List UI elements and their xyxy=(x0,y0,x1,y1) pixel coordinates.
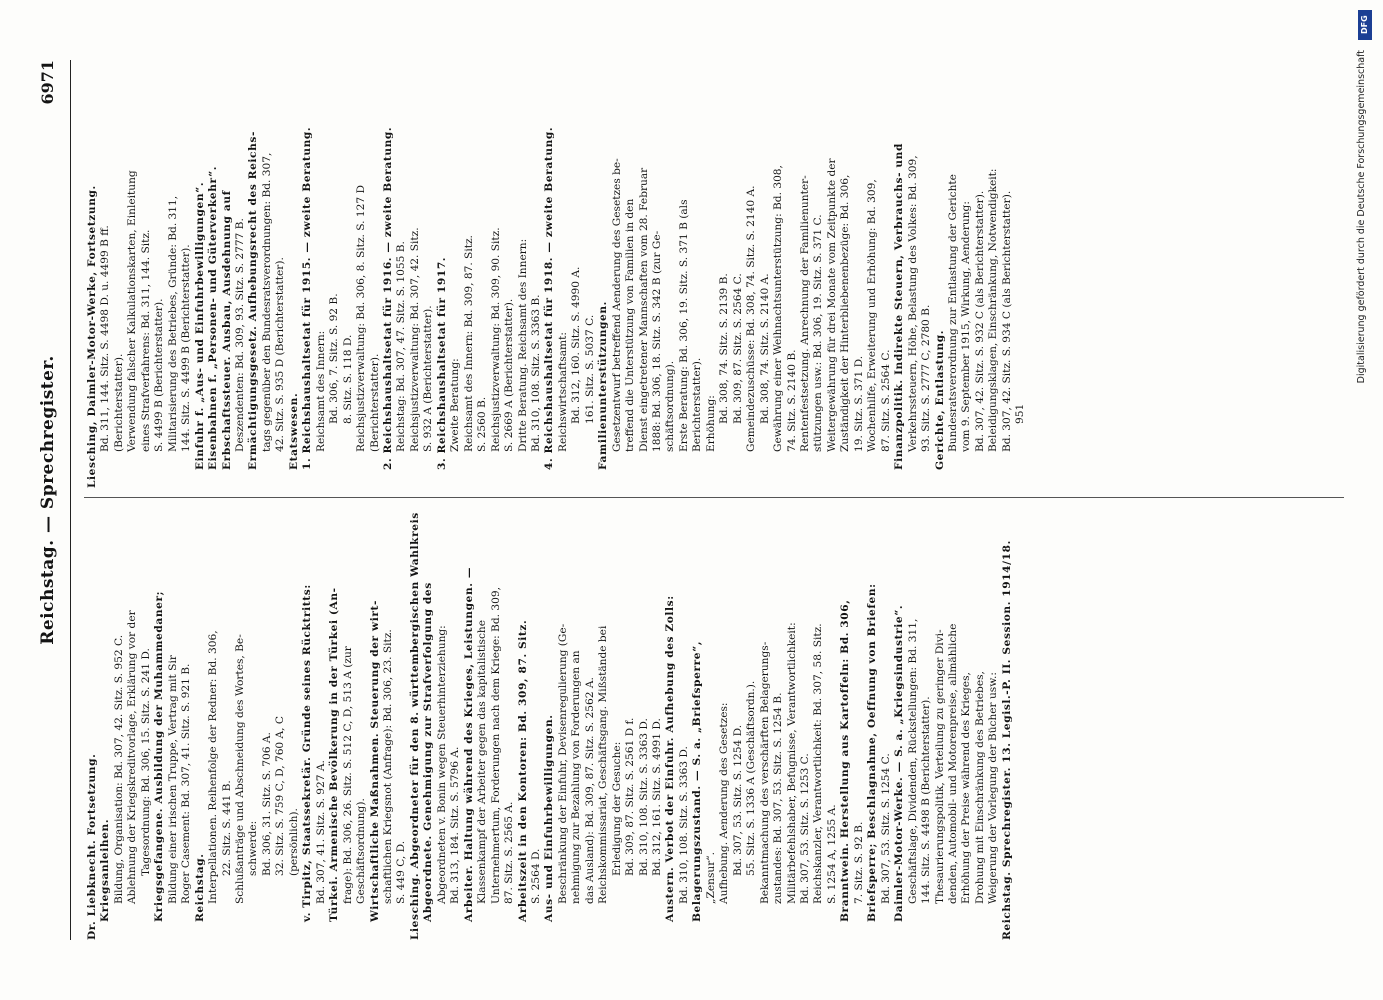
register-entry-line: S. 449 C, D. xyxy=(395,840,408,904)
register-entry-line: Tagesordnung: Bd. 306, 15. Sitz. S. 241 D. xyxy=(139,648,152,876)
dfg-logo: DFG xyxy=(1358,10,1372,40)
register-entry-line: Finanzpolitik. Indirekte Steuern, Verbrauchs- und xyxy=(893,143,906,470)
register-entry-line: Erhöhung: xyxy=(704,395,717,452)
register-entry-line: Reichskommissariat, Geschäftsgang. Mißstände bei xyxy=(597,625,610,904)
register-entry-line: Liesching. Abgeordneter für den 8. württembergischen Wahlkreis xyxy=(408,512,421,940)
register-entry-line: Thesaurierungspolitik, Verteilung zu geringer Divi- xyxy=(933,629,946,904)
register-entry-line: Bildung einer irischen Truppe, Vertrag mit Sir xyxy=(166,655,179,904)
register-entry-line: Bd. 310, 108. Sitz. S. 3363 D. xyxy=(677,746,690,904)
register-entry-line: Bd. 309, 87. Sitz. S. 2561 D f. xyxy=(624,717,637,876)
register-entry-line: Reichsamt des Innern: xyxy=(314,330,327,452)
register-entry-line: Kriegsgefangene. Ausbildung der Muhammedaner; xyxy=(153,590,166,922)
register-entry-line: 1. Reichshaushaltsetat für 1915. — zweite Beratung. xyxy=(301,126,314,470)
register-entry-line: denden, Automobil- und Motorenpreise, allmähliche xyxy=(947,623,959,904)
register-entry-line: vom 9. September 1915, Wirkung, Aenderung: xyxy=(960,201,973,452)
register-entry-line: Dienst eingetretener Mannschaften vom 28. Februar xyxy=(637,167,650,452)
register-entry-line: Gemeindezuschüsse: Bd. 308, 74. Sitz. S. 2140 A. xyxy=(745,185,758,452)
register-entry-line: schwerde: xyxy=(247,820,260,876)
register-entry-line: Interpellationen. Reihenfolge der Redner: Bd. 306, xyxy=(207,630,220,904)
register-entry-line: Reichsjustizverwaltung: Bd. 307, 42. Sitz. xyxy=(408,227,421,452)
register-entry-line: Bd. 308, 74. Sitz. S. 2140 A. xyxy=(758,273,771,424)
register-entry-line: „Zensur“. xyxy=(704,851,717,904)
register-entry-line: Reichskanzler, Verantwortlichkeit: Bd. 307, 58. Sitz. xyxy=(812,623,825,904)
register-entry-line: Liesching, Daimler-Motor-Werke, Fortsetzung. xyxy=(86,185,98,488)
register-entry-line: Arbeitszeit in den Kontoren: Bd. 309, 87. Sitz. xyxy=(516,619,529,922)
register-entry-line: Daimler-Motor-Werke. — S. a. „Kriegsindustrie“. xyxy=(893,604,906,922)
register-entry-line: Austern. Verbot der Einfuhr. Aufhebung des Zolls: xyxy=(664,595,677,922)
column-divider xyxy=(84,497,1344,498)
register-entry-line: 93. Sitz. S. 2777 C, 2780 B. xyxy=(920,304,933,452)
register-entry-line: 87. Sitz. S. 2564 C. xyxy=(879,349,892,452)
register-entry-line: Bd. 308, 74. Sitz. S. 2139 B. xyxy=(718,273,731,424)
register-entry-line: Bd. 312, 160. Sitz. S. 4990 A. xyxy=(570,266,583,424)
register-entry-line: Bd. 312, 161. Sitz. S. 4991 D. xyxy=(651,718,664,876)
register-entry-line: Gewährung einer Weihnachtsunterstützung: Bd. 308, xyxy=(772,165,785,452)
register-entry-line: S. 932 A (Berichterstatter). xyxy=(422,305,435,452)
register-entry-line: Klassenkampf der Arbeiter gegen das kapitalistische xyxy=(476,619,489,904)
register-entry-line: Zweite Beratung: xyxy=(449,358,462,452)
register-entry-line: 32. Sitz. S. 759 C, D, 760 A, C xyxy=(274,715,287,876)
register-entry-line: Belagerungszustand. — S. a. „Briefsperre“, xyxy=(691,640,704,922)
register-entry-line: Bd. 306, 31. Sitz. S. 706 A. xyxy=(260,732,273,876)
register-entry-line: Bd. 307, 42. Sitz. S. 932 C (als Berichterstatter). xyxy=(973,190,986,452)
register-entry-line: Erledigung der Gesuche: xyxy=(610,741,623,876)
register-entry-line: (Berichterstatter). xyxy=(112,353,125,452)
register-entry-line: 951 xyxy=(1014,403,1027,424)
register-entry-line: Aufhebung. Aenderung des Gesetzes: xyxy=(718,702,731,904)
register-entry-line: Bekanntmachung des verschärften Belagerungs- xyxy=(758,641,771,904)
register-entry-line: Bd. 311, 144. Sitz. S. 4498 D. u. 4499 B ff. xyxy=(99,225,112,452)
left-column xyxy=(86,508,1341,940)
register-entry-line: Reichsamt des Innern: Bd. 309, 87. Sitz. xyxy=(462,235,475,452)
register-entry-line: 74. Sitz. S. 2140 B. xyxy=(785,349,798,452)
register-entry-line: v. Tirpitz, Staatssekretär. Gründe seines Rücktritts: xyxy=(301,584,314,922)
register-entry-line: Wochenhilfe, Erweiterung und Erhöhung: Bd. 309, xyxy=(866,179,879,452)
register-entry-line: 161. Sitz. S. 5037 C. xyxy=(583,314,596,424)
register-entry-line: S. 2564 D. xyxy=(529,848,542,904)
register-entry-line: Wirtschaftliche Maßnahmen. Steuerung der wirt- xyxy=(368,599,381,922)
register-entry-line: Etatswesen. xyxy=(287,392,300,470)
register-entry-line: Reichsjustizverwaltung: Bd. 306, 8. Sitz. S. 127 D xyxy=(355,185,368,452)
register-entry-line: Bd. 307, 41. Sitz. S. 927 A. xyxy=(314,760,327,904)
register-entry-line: Bd. 307, 53. Sitz. S. 1253 C. xyxy=(799,753,812,904)
register-entry-line: Bd. 310, 108. Sitz. S. 3363 B. xyxy=(529,294,542,452)
register-entry-line: Arbeiter. Haltung während des Krieges, Leistungen. — xyxy=(462,566,475,922)
page-title: Reichstag. — Sprechregister. xyxy=(38,355,58,645)
register-entry-line: Rentenfestsetzung. Anrechnung der Familienunter- xyxy=(799,175,812,452)
register-entry-line: Reichstag. Sprechregister. 13. Legisl.-P. II. Session. 1914/18. xyxy=(1000,540,1013,940)
register-entry-line: Kriegsanleihen. xyxy=(99,818,112,922)
register-entry-line: 7. Sitz. S. 92 B. xyxy=(852,821,865,904)
register-entry-line: Drohung mit Einschränkung des Betriebes, xyxy=(973,671,986,904)
register-entry-line: Schlußanträge und Abschneidung des Wortes, Be- xyxy=(233,634,246,904)
register-entry-line: Erhöhung der Preise während des Krieges, xyxy=(960,672,973,904)
register-entry-line: 19. Sitz. S. 371 D. xyxy=(852,355,865,452)
register-entry-line: Verwendung falscher Kalkulationskarten, Einleitung xyxy=(126,170,139,452)
register-entry-line: Erste Beratung: Bd. 306, 19. Sitz. S. 371 B (als xyxy=(677,199,690,452)
register-entry-line: 42. Sitz. S. 935 D (Berichterstatter). xyxy=(274,257,287,452)
register-entry-line: Deszendenten: Bd. 309, 93. Sitz. S. 2777 B. xyxy=(233,218,246,452)
register-entry-line: S. 2560 B. xyxy=(476,396,489,452)
register-entry-line: Geschäftslage, Dividenden, Rückstellungen: Bd. 311, xyxy=(906,618,919,904)
register-entry-line: Gesetzentwurf betreffend Aenderung des Gesetzes be- xyxy=(610,158,623,452)
register-entry-line: Bd. 306, 7. Sitz. S. 92 B. xyxy=(328,293,341,424)
register-entry-line: Geschäftsordnung). xyxy=(355,798,368,904)
register-entry-line: S. 4499 B (Berichterstatter). xyxy=(153,298,166,452)
register-entry-line: 2. Reichshaushaltsetat für 1916. — zweite Beratung. xyxy=(381,126,394,470)
register-entry-line: Bd. 307, 53. Sitz. S. 1254 D. xyxy=(731,724,744,876)
register-entry-line: Reichswirtschaftsamt: xyxy=(556,332,569,452)
running-head xyxy=(36,60,71,940)
register-entry-line: das Ausland): Bd. 309, 87. Sitz. S. 2562 A. xyxy=(583,677,596,904)
register-entry-line: Ablehnung der Kriegskreditvorlage, Erklärung vor der xyxy=(126,610,139,904)
register-entry-line: Reichsjustizverwaltung: Bd. 309, 90. Sitz. xyxy=(489,227,502,452)
register-entry-line: Eisenbahnen f. „Personen- und Güterverkehr“. xyxy=(207,165,220,470)
register-entry-line: eines Strafverfahrens: Bd. 311, 144. Sitz. xyxy=(139,229,152,452)
register-entry-line: Bd. 310, 108. Sitz. S. 3363 D. xyxy=(637,718,650,876)
register-entry-line: Unternehmertum, Forderungen nach dem Kriege: Bd. 309, xyxy=(489,587,502,904)
register-entry-line: Abgeordnete. Genehmigung zur Strafverfolgung des xyxy=(422,582,435,922)
register-entry-line: zustandes: Bd. 307, 53. Sitz. S. 1254 B. xyxy=(772,692,785,904)
register-entry-line: (Berichterstatter). xyxy=(368,353,381,452)
funding-note-text: Digitalisierung gefördert durch die Deutsche Forschungsgemeinschaft xyxy=(1356,50,1367,384)
register-entry-line: Weigerung der Vorlegung der Bücher usw.: xyxy=(987,672,1000,904)
register-entry-line: Weitergewährung für drei Monate vom Zeitpunkte der xyxy=(825,158,838,452)
register-entry-line: tags gegenüber den Bundesratsverordnungen: Bd. 307, xyxy=(260,152,273,452)
register-entry-line: frage): Bd. 306, 26. Sitz. S. 512 C, D, 513 A (zur xyxy=(341,646,354,904)
register-entry-line: Aus- und Einfuhrbewilligungen. xyxy=(543,714,556,922)
register-entry-line: Briefsperre; Beschlagnahme, Oeffnung von Briefen: xyxy=(866,583,879,922)
register-entry-line: 8. Sitz. S. 118 D. xyxy=(341,334,354,424)
register-entry-line: Einfuhr f. „Aus- und Einfuhrbewilligungen“. xyxy=(193,181,206,470)
register-entry-line: schaftlichen Kriegsnot (Anfrage): Bd. 306, 23. Sitz. xyxy=(381,629,394,904)
register-entry-line: Roger Casement: Bd. 307, 41. Sitz. S. 921 B. xyxy=(180,663,193,904)
register-entry-line: 87. Sitz. S. 2565 A. xyxy=(503,801,516,904)
register-entry-line: Bd. 313, 184. Sitz. S. 5796 A. xyxy=(449,746,462,904)
register-entry-line: Familienunterstützungen. xyxy=(597,301,610,470)
register-entry-line: 144. Sitz. S. 4499 B (Berichterstatter). xyxy=(180,244,193,452)
register-entry-line: Bundesratsverordnung zur Entlastung der Gerichte xyxy=(947,174,959,452)
register-entry-line: S. 1254 A, 1255 A. xyxy=(825,804,838,904)
register-entry-line: S. 2669 A (Berichterstatter). xyxy=(503,298,516,452)
register-entry-line: Beschränkung der Einfuhr, Devisenregulierung (Ge- xyxy=(556,623,569,904)
register-entry-line: Militarisierung des Betriebes, Gründe: Bd. 311, xyxy=(166,195,179,452)
register-entry-line: 55. Sitz. S. 1336 A (Geschäftsordn.). xyxy=(745,680,758,876)
register-entry-line: Reichstag: Bd. 307, 47. Sitz. S. 1055 B. xyxy=(395,241,408,452)
register-entry-line: Branntwein. Herstellung aus Kartoffeln: Bd. 306, xyxy=(839,599,852,922)
register-entry-line: Bd. 307, 53. Sitz. S. 1254 C. xyxy=(879,753,892,904)
right-column xyxy=(86,56,1341,488)
register-entry-line: Berichterstatter). xyxy=(691,357,704,452)
register-entry-line: 22. Sitz. S. 441 B. xyxy=(220,780,233,876)
register-entry-line: Bd. 307, 42. Sitz. S. 934 C (als Berichterstatter). xyxy=(1000,190,1013,452)
register-entry-line: stützungen usw.: Bd. 306, 19. Sitz. S. 371 C. xyxy=(812,214,825,452)
register-entry-line: 3. Reichshaushaltsetat für 1917. xyxy=(435,256,448,470)
register-entry-line: Abgeordneten v. Bonin wegen Steuerhinterziehung: xyxy=(435,625,448,904)
register-entry-line: 4. Reichshaushaltsetat für 1918. — zweite Beratung. xyxy=(543,126,556,470)
register-entry-line: 1888: Bd. 306, 18. Sitz. S. 342 B (zur Ge- xyxy=(651,230,664,452)
register-entry-line: Reichstag. xyxy=(193,853,206,922)
register-entry-line: treffend die Unterstützung von Familien in den xyxy=(624,198,637,452)
register-entry-line: (persönlich). xyxy=(287,808,300,876)
register-entry-line: Erbschaftssteuer. Ausbau, Ausdehnung auf xyxy=(220,190,233,470)
register-entry-line: Gerichte, Entlastung. xyxy=(933,329,946,470)
register-entry-line: Verkehrssteuern, Höhe, Belastung des Volkes: Bd. 309, xyxy=(906,155,919,452)
register-entry-line: schäftsordnung). xyxy=(664,360,677,452)
register-entry-line: Bildung, Organisation: Bd. 307, 42. Sitz. S. 952 C. xyxy=(112,634,125,904)
register-entry-line: Beleidigungsklagen, Einschränkung, Notwendigkeit: xyxy=(987,168,1000,452)
register-entry-line: Zuständigkeit der Hinterbliebenenbezüge: Bd. 306, xyxy=(839,174,852,452)
register-entry-line: Türkei. Armenische Bevölkerung in der Türkei (An- xyxy=(328,587,341,922)
register-entry-line: Dr. Liebknecht. Fortsetzung. xyxy=(86,753,98,940)
register-entry-line: Bd. 309, 87. Sitz. S. 2564 C. xyxy=(731,273,744,424)
register-entry-line: Dritte Beratung. Reichsamt des Innern: xyxy=(516,238,529,452)
register-entry-line: nehmigung zur Bezahlung von Forderungen an xyxy=(570,650,583,904)
page-number: 6971 xyxy=(38,60,57,105)
register-entry-line: Militärbefehlshaber, Befugnisse, Verantwortlichkeit: xyxy=(785,622,798,904)
register-entry-line: Ermächtigungsgesetz. Aufhebungsrecht des Reichs- xyxy=(247,131,260,470)
funding-note xyxy=(1352,10,1376,990)
register-entry-line: 144. Sitz. S. 4498 B (Berichterstatter). xyxy=(920,696,933,904)
